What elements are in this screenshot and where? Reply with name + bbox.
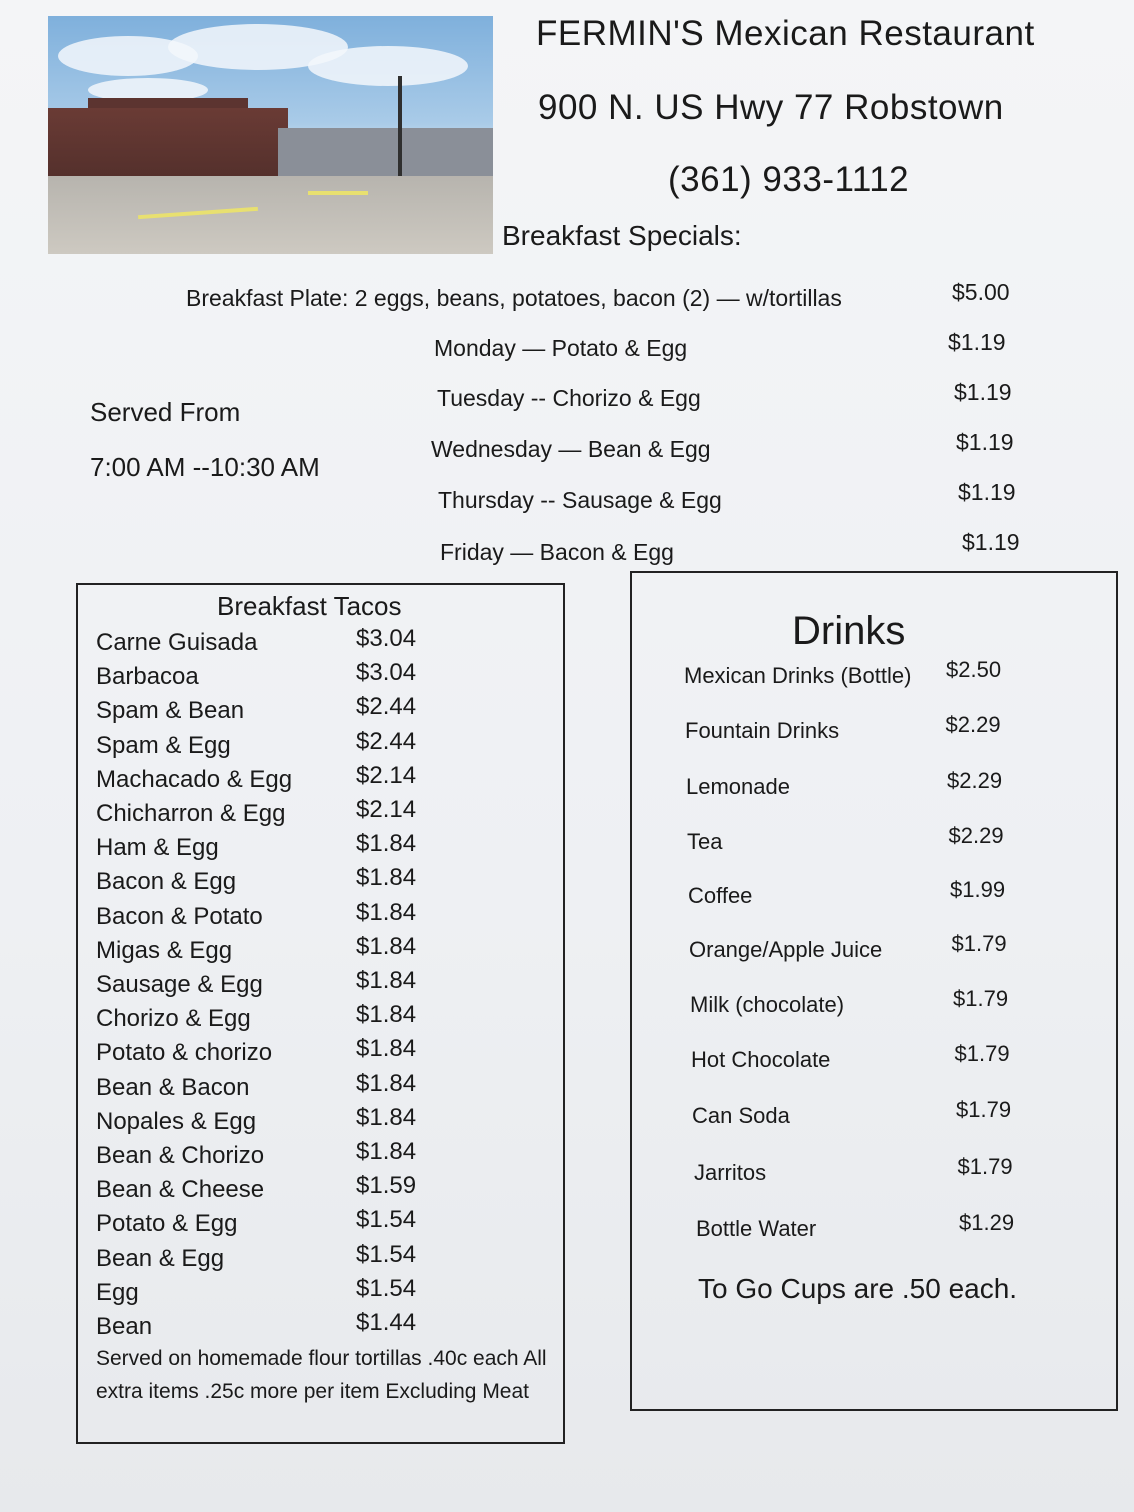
taco-item-price: $1.84 [356,1138,417,1165]
special-wednesday: Wednesday — Bean & Egg [431,436,711,462]
drink-item-name: Bottle Water [696,1216,817,1241]
served-hours: 7:00 AM --10:30 AM [90,452,320,482]
taco-item-price: $1.84 [356,898,417,926]
taco-item-price: $2.14 [356,796,417,823]
drink-item-name: Mexican Drinks (Bottle) [684,663,912,688]
special-thursday-price: $1.19 [958,479,1016,505]
taco-item-name: Chorizo & Egg [96,1005,251,1033]
taco-item-price: $1.84 [356,1035,417,1063]
specials-title: Breakfast Specials: [502,220,742,251]
breakfast-plate-label: Breakfast Plate: 2 eggs, beans, potatoes, bacon (2) — w/tortillas [186,285,842,311]
drink-item-price: $1.79 [954,1041,1010,1066]
drink-item-price: $2.29 [945,712,1001,737]
taco-item-price: $2.14 [356,761,417,789]
drink-item-price: $1.79 [951,931,1007,956]
taco-item-name: Migas & Egg [96,936,233,964]
drink-item-price: $1.79 [957,1154,1013,1179]
special-wednesday-price: $1.19 [956,429,1014,455]
restaurant-address: 900 N. US Hwy 77 Robstown [538,88,1004,127]
taco-item-name: Spam & Bean [96,697,245,725]
taco-item-name: Bean & Egg [96,1244,225,1272]
drink-item-name: Can Soda [692,1103,790,1128]
breakfast-tacos-box [76,583,565,1444]
taco-item-price: $1.54 [356,1274,417,1302]
taco-item-name: Machacado & Egg [96,765,293,793]
special-friday-price: $1.19 [962,529,1020,555]
taco-item-price: $1.54 [356,1206,417,1234]
served-from-label: Served From [90,397,241,427]
taco-item-price: $1.84 [356,864,417,892]
drink-item-price: $2.50 [946,657,1002,682]
special-monday: Monday — Potato & Egg [434,335,688,361]
drink-item-name: Orange/Apple Juice [689,937,883,962]
drink-item-name: Lemonade [686,774,790,799]
taco-item-name: Bean & Cheese [96,1176,265,1204]
taco-item-name: Spam & Egg [96,731,231,759]
drink-item-price: $1.99 [950,877,1006,902]
taco-item-price: $1.44 [356,1309,417,1336]
taco-item-price: $1.54 [356,1240,417,1268]
taco-item-price: $1.84 [356,830,417,858]
taco-item-price: $2.44 [356,727,417,755]
restaurant-name: FERMIN'S Mexican Restaurant [536,14,1035,53]
tacos-title: Breakfast Tacos [217,591,402,621]
taco-item-name: Bacon & Egg [96,868,237,896]
taco-item-name: Ham & Egg [96,834,219,862]
special-tuesday-price: $1.19 [954,379,1012,405]
drink-item-name: Coffee [688,883,753,908]
restaurant-photo [48,16,493,254]
drink-item-name: Hot Chocolate [691,1047,831,1072]
taco-item-name: Sausage & Egg [96,971,263,998]
drink-item-price: $2.29 [947,768,1003,793]
taco-item-name: Barbacoa [96,663,199,691]
drink-item-price: $1.79 [953,986,1009,1011]
taco-item-name: Bacon & Potato [96,902,263,930]
drink-item-price: $1.79 [956,1097,1012,1122]
taco-item-price: $1.84 [356,1069,417,1097]
special-tuesday: Tuesday -- Chorizo & Egg [437,385,701,411]
drink-item-name: Fountain Drinks [685,718,840,743]
special-thursday: Thursday -- Sausage & Egg [438,487,722,513]
to-go-cups-note: To Go Cups are .50 each. [698,1273,1018,1304]
drink-item-name: Jarritos [694,1160,767,1185]
taco-item-name: Bean [96,1313,153,1340]
drinks-title: Drinks [792,609,906,653]
taco-item-name: Nopales & Egg [96,1107,257,1135]
taco-item-price: $1.84 [356,1001,417,1029]
taco-item-price: $1.59 [356,1172,417,1200]
taco-item-price: $1.84 [356,1103,417,1131]
taco-item-price: $3.04 [356,659,417,687]
special-friday: Friday — Bacon & Egg [440,539,674,565]
taco-item-price: $3.04 [356,625,417,652]
taco-item-name: Chicharron & Egg [96,800,286,827]
taco-item-price: $1.84 [356,932,417,960]
special-monday-price: $1.19 [948,329,1006,355]
drinks-box [630,571,1118,1411]
taco-item-name: Egg [96,1278,139,1306]
drink-item-name: Tea [687,829,723,854]
drink-item-price: $1.29 [959,1210,1015,1235]
taco-item-name: Potato & Egg [96,1210,238,1238]
taco-item-name: Bean & Bacon [96,1073,250,1101]
drink-item-price: $2.29 [948,823,1004,848]
taco-item-price: $2.44 [356,693,417,721]
restaurant-phone: (361) 933-1112 [668,160,910,199]
taco-item-price: $1.84 [356,967,417,994]
taco-item-name: Potato & chorizo [96,1039,273,1067]
taco-item-name: Carne Guisada [96,629,258,656]
breakfast-plate-price: $5.00 [952,279,1010,305]
drink-item-name: Milk (chocolate) [690,992,845,1017]
taco-item-name: Bean & Chorizo [96,1142,265,1169]
tacos-note: Served on homemade flour tortillas .40c each All extra items .25c more per item Excluding Meat [96,1347,547,1403]
